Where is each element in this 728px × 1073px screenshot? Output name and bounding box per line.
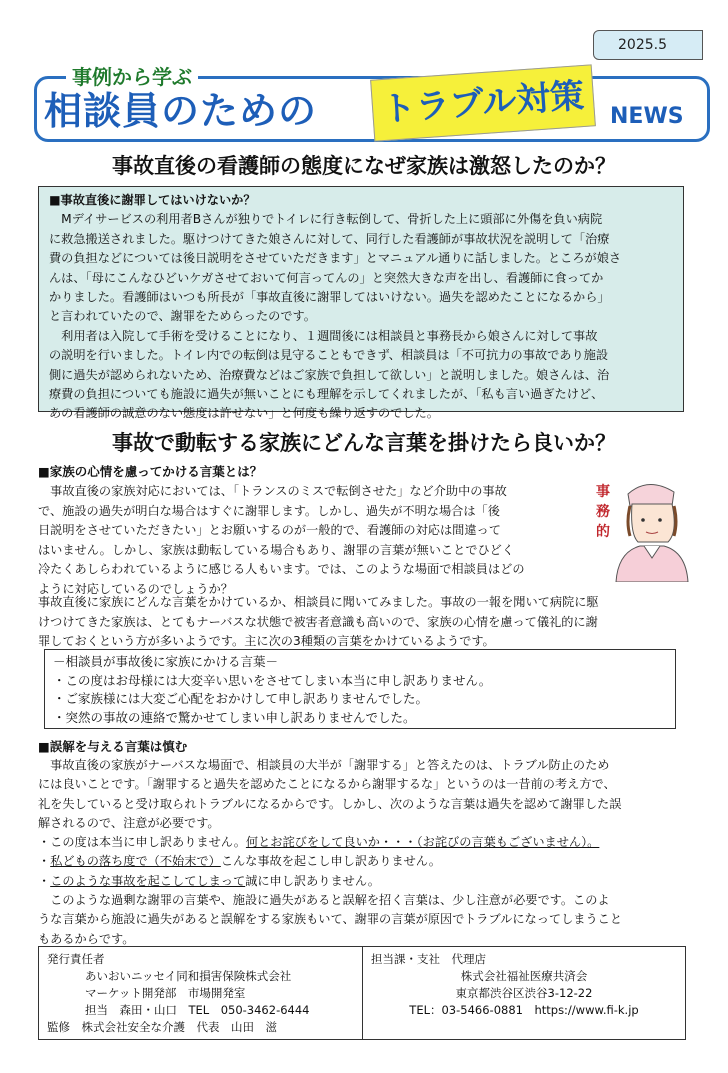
case-line: の説明を行いました。トイレ内での転倒は見守ることもできず、相談員は「不可抗力の事故であり施設 [49, 348, 609, 363]
body-line: 事故直後の家族がナーバスな場面で、相談員の大半が「謝罪する」と答えたのは、トラブル防止のため [38, 758, 610, 772]
body-line: 解されるので、注意が必要です。 [38, 815, 220, 830]
case-box [38, 186, 684, 421]
phrases-box [44, 649, 676, 729]
supervision: 監修 株式会社安全な介護 代表 山田 滋 [47, 1020, 277, 1034]
masthead-news: NEWS [610, 104, 684, 129]
nurse-illustration [588, 472, 706, 582]
body-line: で、施設の過失が明白な場合はすぐに謝罪します。しかし、過失が不明な場合は「後 [38, 503, 500, 518]
section2-subheading: ■家族の心情を慮ってかける言葉とは？ [38, 464, 263, 479]
case-line: あの看護師の誠意のない態度は許せない」と何度も繰り返すのでした。 [49, 406, 439, 421]
body-line: 冷たくあしらわれているように感じる人もいます。では、このような場面で相談員はどの [38, 562, 525, 577]
phrase-item: ・この度はお母様には大変辛い思いをさせてしまい本当に申し訳ありません。 [53, 672, 492, 688]
agency-company: 株式会社福祉医療共済会 [460, 969, 588, 983]
section1-title: 事故直後の看護師の態度になぜ家族は激怒したのか？ [112, 154, 616, 178]
publisher-info [39, 947, 363, 1039]
body-line: けつけてきた家族は、とてもナーバスな状態で被害者意識も高いので、家族の心情を慮って儀礼的に謝 [38, 614, 598, 629]
masthead-subtitle: 事例から学ぶ [66, 61, 198, 90]
issue-date: 2025.5 [593, 30, 703, 60]
ng-phrase-2: ・私どもの落ち度で（不始末で）こんな事故を起こし申し訳ありません。 [38, 854, 441, 869]
ng-phrase-1: ・この度は本当に申し訳ありません。何とお詫びをして良いか・・・（お詫びの言葉もございません）。 [38, 835, 600, 850]
case-line: 費の負担などについては後日説明をさせていただきます」とマニュアル通りに話しました。ところが娘さ [49, 251, 622, 266]
publisher-label: 発行責任者 [47, 952, 105, 966]
ng-phrase-3: ・このような事故を起こしてしまって誠に申し訳ありません。 [38, 873, 380, 888]
body-line: このような過剰な謝罪の言葉や、施設に過失があると誤解を招く言葉は、少し注意が必要です。このよ [38, 893, 610, 908]
case-line: Mデイサービスの利用者Bさんが独りでトイレに行き転倒して、骨折した上に頭部に外傷を負い病院 [49, 212, 603, 227]
footer [38, 946, 686, 1040]
section3-body [38, 756, 698, 949]
case-line: に救急搬送されました。駆けつけてきた娘さんに対して、同行した看護師が事故状況を説明して「治療 [49, 231, 610, 246]
phrase-item: ・ご家族様には大変ご心配をおかけして申し訳ありませんでした。 [53, 691, 429, 707]
body-line: 事故直後の家族対応においては、「トランスのミスで転倒させた」など介助中の事故 [38, 484, 507, 498]
agency-contact: TEL：03-5466-0881 https://www.fi-k.jp [409, 1003, 639, 1017]
body-line: 罪しておくという方が多いようです。主に次の3種類の言葉をかけているようです。 [38, 634, 495, 649]
publisher-contact: 担当 森田・山口 TEL 050-3462-6444 [85, 1003, 310, 1017]
case-line: 側に過失が認められないため、治療費などはご家族で負担して欲しい」と説明しました。娘さんは、治 [49, 367, 610, 382]
section2-title: 事故で動転する家族にどんな言葉を掛けたら良いか？ [112, 431, 616, 455]
case-line: と言われていたので、謝罪をためらったのです。 [49, 309, 316, 324]
phrase-item: ・突然の事故の連絡で驚かせてしまい申し訳ありませんでした。 [53, 709, 416, 725]
body-line: うな言葉から施設に過失があると誤解をする家族もいて、謝罪の言葉が原因でトラブルになってしまうこと [38, 912, 623, 927]
agency-address: 東京都渋谷区渋谷3-12-22 [455, 986, 593, 1000]
masthead-title: 相談員のための [44, 89, 318, 133]
body-line: はいません。しかし、家族は動転している場合もあり、謝罪の言葉が無いことでひどく [38, 542, 515, 557]
case-box-heading: ■事故直後に謝罪してはいけないか？ [49, 193, 256, 207]
body-line: には良いことです。「謝罪すると過失を認めたことになるから謝罪するな」というのは一昔前の考え方で、 [38, 777, 616, 792]
case-line: 療費の負担についても施設に過失が無いことにも理解を示してくれましたが、「私も言い過ぎたけど、 [49, 387, 604, 402]
case-line: んは、「母にこんなひどいケガさせておいて何言ってんの」と突然大きな声を出し、看護師に食ってか [49, 270, 604, 285]
phrases-heading: －相談員が事故後に家族にかける言葉－ [53, 654, 279, 669]
body-line: 事故直後に家族にどんな言葉をかけているか、相談員に聞いてみました。事故の一報を聞いて病院に駆 [38, 595, 599, 609]
publisher-company: あいおいニッセイ同和損害保険株式会社 [85, 969, 292, 983]
section2-body-full [38, 593, 688, 652]
masthead-badge: トラブル対策 [370, 64, 596, 141]
body-line: 礼を失していると受け取られトラブルになるからです。しかし、次のような言葉は過失を認めて謝罪した誤 [38, 796, 622, 811]
agency-info [363, 947, 685, 1039]
section2-body [38, 482, 588, 600]
body-line: ように対応しているのでしょうか？ [38, 581, 233, 596]
character-label: 事務的 [596, 484, 610, 540]
publisher-dept: マーケット開発部 市場開発室 [85, 986, 246, 1000]
body-line: もあるからです。 [38, 931, 135, 946]
section3-subheading: ■誤解を与える言葉は慎む [38, 739, 188, 754]
case-line: かりました。看護師はいつも所長が「事故直後に謝罪してはいけない。過失を認めたことになるから」 [49, 290, 610, 305]
case-line: 利用者は入院して手術を受けることになり、１週間後には相談員と事務長から娘さんに対して事故 [49, 328, 598, 343]
body-line: 日説明をさせていただきたい」とお願いするのが一般的で、看護師の対応は間違って [38, 523, 501, 538]
agency-label: 担当課・支社 代理店 [371, 952, 486, 966]
